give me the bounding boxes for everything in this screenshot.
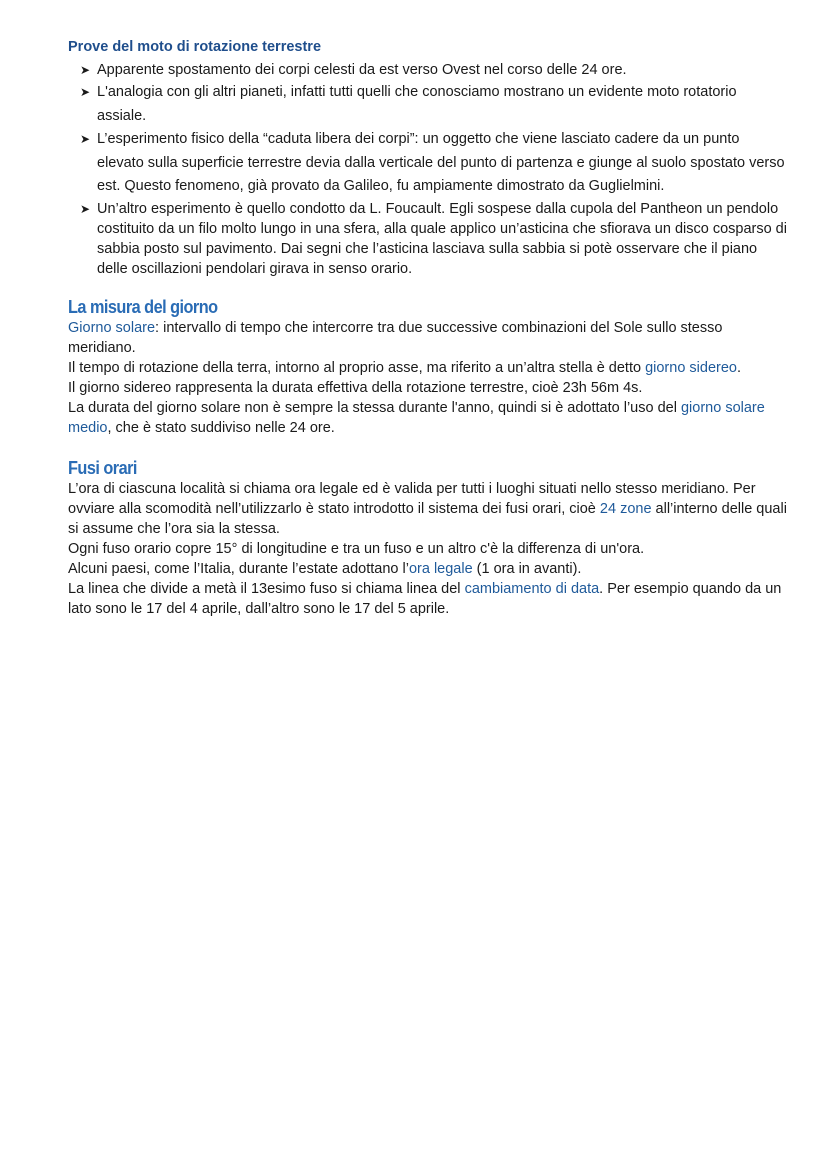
paragraph: Il giorno sidereo rappresenta la durata effettiva della rotazione terrestre, cioè 23h 56m 4s. xyxy=(68,379,643,396)
arrow-bullet-icon: ➤ xyxy=(80,132,91,146)
section-heading: Fusi orari xyxy=(68,456,137,478)
highlighted-term: cambiamento di data xyxy=(464,580,600,597)
proofs-list xyxy=(68,60,788,279)
paragraph: Alcuni paesi, come l’Italia, durante l’estate adottano l’ora legale (1 ora in avanti). xyxy=(68,560,582,577)
proofs-title: Prove del moto di rotazione terrestre xyxy=(68,39,322,55)
arrow-bullet-icon: ➤ xyxy=(80,63,91,77)
highlighted-term: giorno sidereo xyxy=(645,359,737,376)
paragraph: Giorno solare: intervallo di tempo che intercorre tra due successive combinazioni del Sole sullo stesso meridiano. xyxy=(68,319,723,356)
list-item: ➤ Un’altro esperimento è quello condotto da L. Foucault. Egli sospese dalla cupola del Pantheon un pendolo costituito da un filo molto lungo in una sfera, alla quale applico un’asticina che sfiorava un disco cosparso di sabbia posto sul pavimento. Dai segni che l’asticina lasciava sulla sabbia si potè osservare che il piano delle oscillazioni pendolari girava in senso orario. xyxy=(80,200,787,277)
list-item: ➤ Apparente spostamento dei corpi celesti da est verso Ovest nel corso delle 24 ore. xyxy=(80,60,788,81)
arrow-bullet-icon: ➤ xyxy=(80,201,91,216)
section-heading: La misura del giorno xyxy=(68,295,218,317)
paragraph: La linea che divide a metà il 13esimo fuso si chiama linea del cambiamento di data. Per esempio quando da un lato sono le 17 del 4 aprile, dall’altro sono le 17 del 5 aprile. xyxy=(68,580,782,617)
arrow-bullet-icon: ➤ xyxy=(80,85,91,99)
paragraph: Ogni fuso orario copre 15° di longitudine e tra un fuso e un altro c'è la differenza di un'ora. xyxy=(68,540,645,557)
paragraph: La durata del giorno solare non è sempre la stessa durante l'anno, quindi si è adottato l’uso del giorno solare medio, che è stato suddiviso nelle 24 ore. xyxy=(68,399,765,436)
document-page xyxy=(68,38,788,619)
section-misura-giorno xyxy=(68,296,788,438)
paragraph: L’ora di ciascuna località si chiama ora legale ed è valida per tutti i luoghi situati nello stesso meridiano. Per ovviare alla scomodità nell’utilizzarlo è stato introdotto il sistema dei fusi orari, cioè 24 zone all’interno delle quali si assume che l’ora sia la stessa. xyxy=(68,480,787,537)
section-fusi-orari xyxy=(68,457,788,619)
highlighted-term: giorno solare medio xyxy=(68,399,765,436)
paragraph: Il tempo di rotazione della terra, intorno al proprio asse, ma riferito a un’altra stella è detto giorno sidereo. xyxy=(68,359,742,376)
highlighted-term: 24 zone xyxy=(599,500,652,517)
highlighted-term: ora legale xyxy=(408,560,473,577)
list-item: ➤ L'analogia con gli altri pianeti, infatti tutti quelli che conosciamo mostrano un evidente moto rotatorio assiale. xyxy=(80,81,788,128)
list-item: ➤ L’esperimento fisico della “caduta libera dei corpi”: un oggetto che viene lasciato cadere da un punto elevato sulla superficie terrestre devia dalla verticale del punto di partenza e giunge al suolo spostato verso est. Questo fenomeno, già provato da Galileo, fu ampiamente dimostrato da Guglielmini. xyxy=(80,128,788,199)
highlighted-term: Giorno solare xyxy=(68,319,156,336)
